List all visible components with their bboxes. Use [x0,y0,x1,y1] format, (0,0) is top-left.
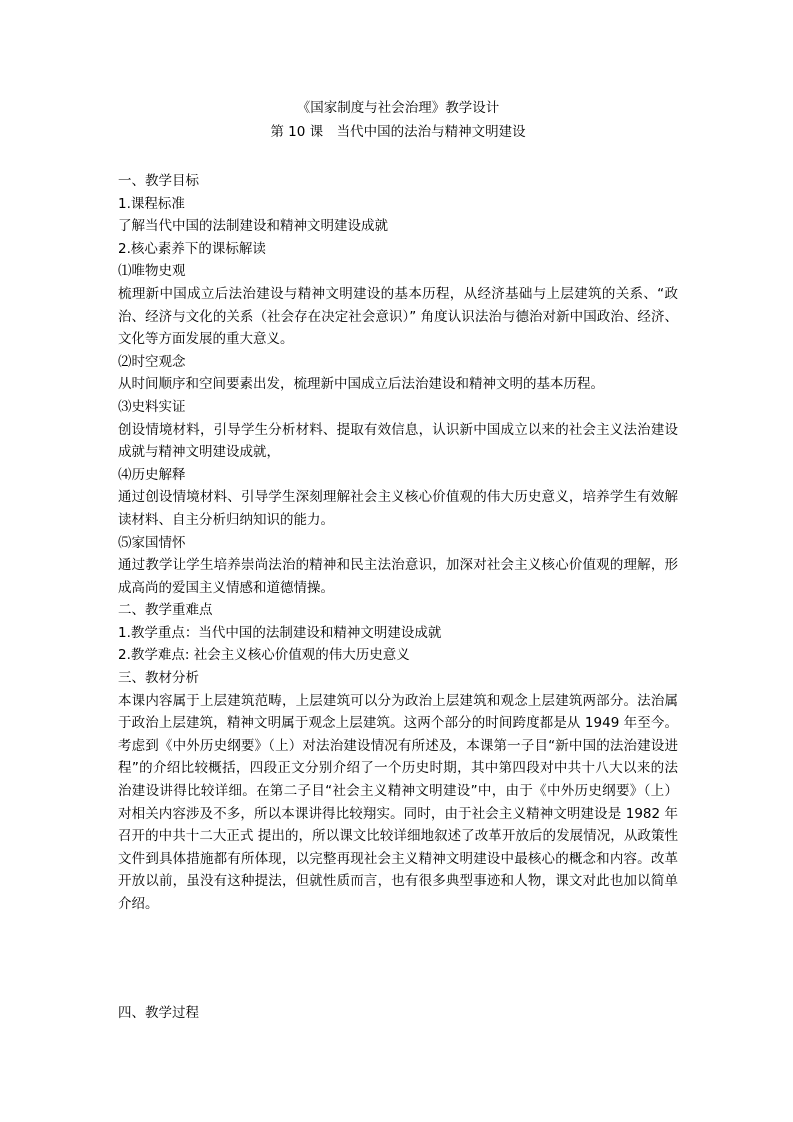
item-heading-space-time: ⑵时空观念 [118,353,186,370]
document-subtitle: 第 10 课 当代中国的法治与精神文明建设 [270,124,526,140]
section-heading-textbook-analysis: 三、教材分析 [118,670,199,687]
blank-space [118,916,678,1002]
item-heading-interpretation: ⑷历史解释 [118,466,186,483]
key-point-text: 1.教学重点：当代中国的法制建设和精神文明建设成就 [118,624,442,641]
document-page [118,96,678,1024]
textbook-analysis-text: 本课内容属于上层建筑范畴，上层建筑可以分为政治上层建筑和观念上层建筑两部分。法治属于政治上层建筑，精神文明属于观念上层建筑。这两个部分的时间跨度都是从 1949 年至今。考虑到《中外历史纲要》（上）对法治建设情况有所述及，本课第一子目“新中国的法治建设进程”的介绍比较概括，四段正文分别介绍了一个历史时期，其中第四段对中共十八大以来的法治建设讲得比较详细。在第二子目“社会主义精神文明建设”中，由于《中外历史纲要》（上）对相关内容涉及不多，所以本课讲得比较翔实。同时，由于社会主义精神文明建设是 1982 年召开的中共十二大正式 提出的，所以课文比较详细地叙述了改革开放后的发展情况，从政策性文件到具体措施都有所体现，以完整再现社会主义精神文明建设中最核心的概念和内容。改革开放以前，虽没有这种提法，但就性质而言，也有很多典型事迹和人物，课文对此也加以简单介绍。 [118,692,678,912]
curriculum-standard-text: 了解当代中国的法制建设和精神文明建设成就 [118,218,388,235]
section-heading-objectives: 一、教学目标 [118,173,199,189]
subheading-curriculum-standard: 1.课程标准 [118,195,185,212]
item-text-space-time: 从时间顺序和空间要素出发，梳理新中国成立后法治建设和精神文明的基本历程。 [118,376,604,393]
item-text-patriotism: 通过教学让学生培养崇尚法治的精神和民主法治意识，加深对社会主义核心价值观的理解，形成高尚的爱国主义情感和道德情操。 [118,557,678,596]
item-text-interpretation: 通过创设情境材料、引导学生深刻理解社会主义核心价值观的伟大历史意义，培养学生有效解读材料、自主分析归纳知识的能力。 [118,489,678,528]
item-heading-patriotism: ⑸家国情怀 [118,534,186,551]
document-title: 《国家制度与社会治理》教学设计 [296,100,500,116]
item-text-evidence: 创设情境材料，引导学生分析材料、提取有效信息，认识新中国成立以来的社会主义法治建设成就与精神文明建设成就， [118,421,678,461]
section-heading-key-points: 二、教学重难点 [118,602,213,619]
item-text-materialism: 梳理新中国成立后法治建设与精神文明建设的基本历程，从经济基础与上层建筑的关系、“政治、经济与文化的关系（社会存在决定社会意识）” 角度认识法治与德治对新中国政治、经济、文化等方面发展的重大意义。 [118,285,678,348]
subheading-core-literacy: 2.核心素养下的课标解读 [118,240,266,257]
item-heading-evidence: ⑶史料实证 [118,398,186,415]
difficult-point-text: 2.教学难点: 社会主义核心价值观的伟大历史意义 [118,647,410,664]
section-heading-teaching-process: 四、教学过程 [118,1004,199,1021]
item-heading-materialism: ⑴唯物史观 [118,263,186,280]
